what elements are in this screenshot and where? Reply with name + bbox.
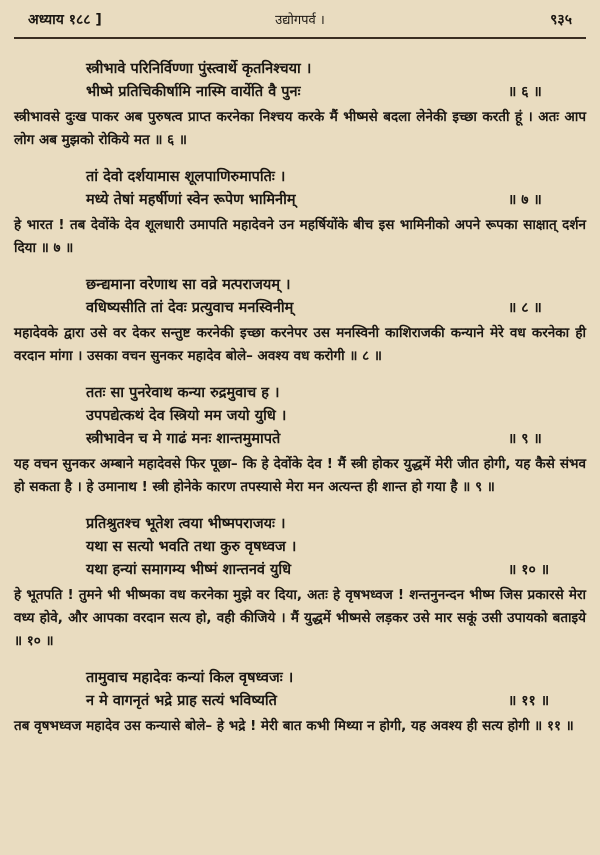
page-number: ९३५ [550,12,572,28]
verse-number: ॥ ७ ॥ [508,192,542,208]
shloka-line [14,428,586,451]
book-section-title: उद्योगपर्व । [275,13,325,28]
shloka-line [14,667,586,690]
shloka-text: यथा स सत्यो भवति तथा कुरु वृषध्वज । [86,539,297,555]
verse-block [14,667,586,738]
verse-number: ॥ ६ ॥ [508,84,542,100]
shloka-text: मध्ये तेषां महर्षीणां स्वेन रूपेण भामिनीम् [86,192,296,208]
verse-number: ॥ ८ ॥ [508,300,542,316]
shloka-line [14,81,586,104]
shloka-line [14,559,586,582]
shloka-line [14,382,586,405]
shloka-line [14,166,586,189]
translation-paragraph: हे भारत ! तब देवोंके देव शूलधारी उमापति महादेवने उन महर्षियोंके बीच इस भामिनीको अपने रूपका साक्षात् दर्शन दिया ॥ ७ ॥ [14,217,586,256]
shloka-text: वधिष्यसीति तां देवः प्रत्युवाच मनस्विनीम् [86,300,294,316]
translation-paragraph: यह वचन सुनकर अम्बाने महादेवसे फिर पूछा– कि हे देवोंके देव ! मैं स्त्री होकर युद्धमें मेरी जीत होगी, यह कैसे संभव हो सकता है । हे उमानाथ ! स्त्री होनेके कारण तपस्यासे मेरा मन अत्यन्त ही शान्त हो गया है ॥ ९ ॥ [14,456,586,495]
shloka-text: स्त्रीभावे परिनिर्विण्णा पुंस्त्वार्थे कृतनिश्चया । [86,61,312,77]
shloka-text: यथा हन्यां समागम्य भीष्मं शान्तनवं युधि [86,562,292,578]
running-header [14,0,586,40]
shloka-line [14,405,586,428]
shloka-line [14,189,586,212]
shloka-text: स्त्रीभावेन च मे गाढं मनः शान्तमुमापते [86,431,281,447]
verse-content [14,40,586,738]
translation-paragraph: महादेवके द्वारा उसे वर देकर सन्तुष्ट करनेकी इच्छा करनेपर उस मनस्विनी काशिराजकी कन्याने मेरे वध करनेका ही वरदान मांगा । उसका वचन सुनकर महादेव बोले– अवश्य वध करोगी ॥ ८ ॥ [14,325,586,364]
shloka-line [14,513,586,536]
shloka-text: ततः सा पुनरेवाथ कन्या रुद्रमुवाच ह । [86,385,280,401]
shloka-line [14,274,586,297]
shloka-line [14,58,586,81]
shloka-text: न मे वागनृतं भद्रे प्राह सत्यं भविष्यति [86,693,277,709]
header-rule [14,37,586,39]
shloka-text: छन्द्यमाना वरेणाथ सा वव्रे मत्पराजयम् । [86,277,291,293]
verse-number: ॥ १० ॥ [508,562,550,578]
translation-paragraph: हे भूतपति ! तुमने भी भीष्मका वध करनेका मुझे वर दिया, अतः हे वृषभध्वज ! शन्तनुनन्दन भीष्म जिस प्रकारसे मेरा वध्य होवे, और आपका वरदान सत्य हो, वही कीजिये । मैं युद्धमें भीष्मसे लड़कर उसे मार सकूं उसी उपायको बताइये ॥ १० ॥ [14,587,586,649]
shloka-text: भीष्मे प्रतिचिकीर्षामि नास्मि वार्येति वै पुनः [86,84,301,100]
shloka-text: तामुवाच महादेवः कन्यां किल वृषध्वजः । [86,670,294,686]
shloka-text: उपपद्येत्कथं देव स्त्रियो मम जयो युधि । [86,408,287,424]
shloka-line [14,690,586,713]
translation-paragraph: स्त्रीभावसे दुःख पाकर अब पुरुषत्व प्राप्त करनेका निश्चय करके मैं भीष्मसे बदला लेनेकी इच्छा करती हूं । अतः आप लोग अब मुझको रोकिये मत ॥ ६ ॥ [14,109,586,148]
shloka-text: प्रतिश्रुतश्च भूतेश त्वया भीष्मपराजयः । [86,516,286,532]
shloka-line [14,536,586,559]
shloka-line [14,297,586,320]
verse-block [14,513,586,653]
verse-block [14,382,586,499]
shloka-text: तां देवो दर्शयामास शूलपाणिरुमापतिः । [86,169,286,185]
verse-number: ॥ ९ ॥ [508,431,542,447]
verse-number: ॥ ११ ॥ [508,693,550,709]
translation-paragraph: तब वृषभध्वज महादेव उस कन्यासे बोले– हे भद्रे ! मेरी बात कभी मिथ्या न होगी, यह अवश्य ही सत्य होगी ॥ ११ ॥ [14,718,574,734]
chapter-label: अध्याय १८८ ] [28,12,102,28]
verse-block [14,274,586,368]
verse-block [14,58,586,152]
verse-block [14,166,586,260]
